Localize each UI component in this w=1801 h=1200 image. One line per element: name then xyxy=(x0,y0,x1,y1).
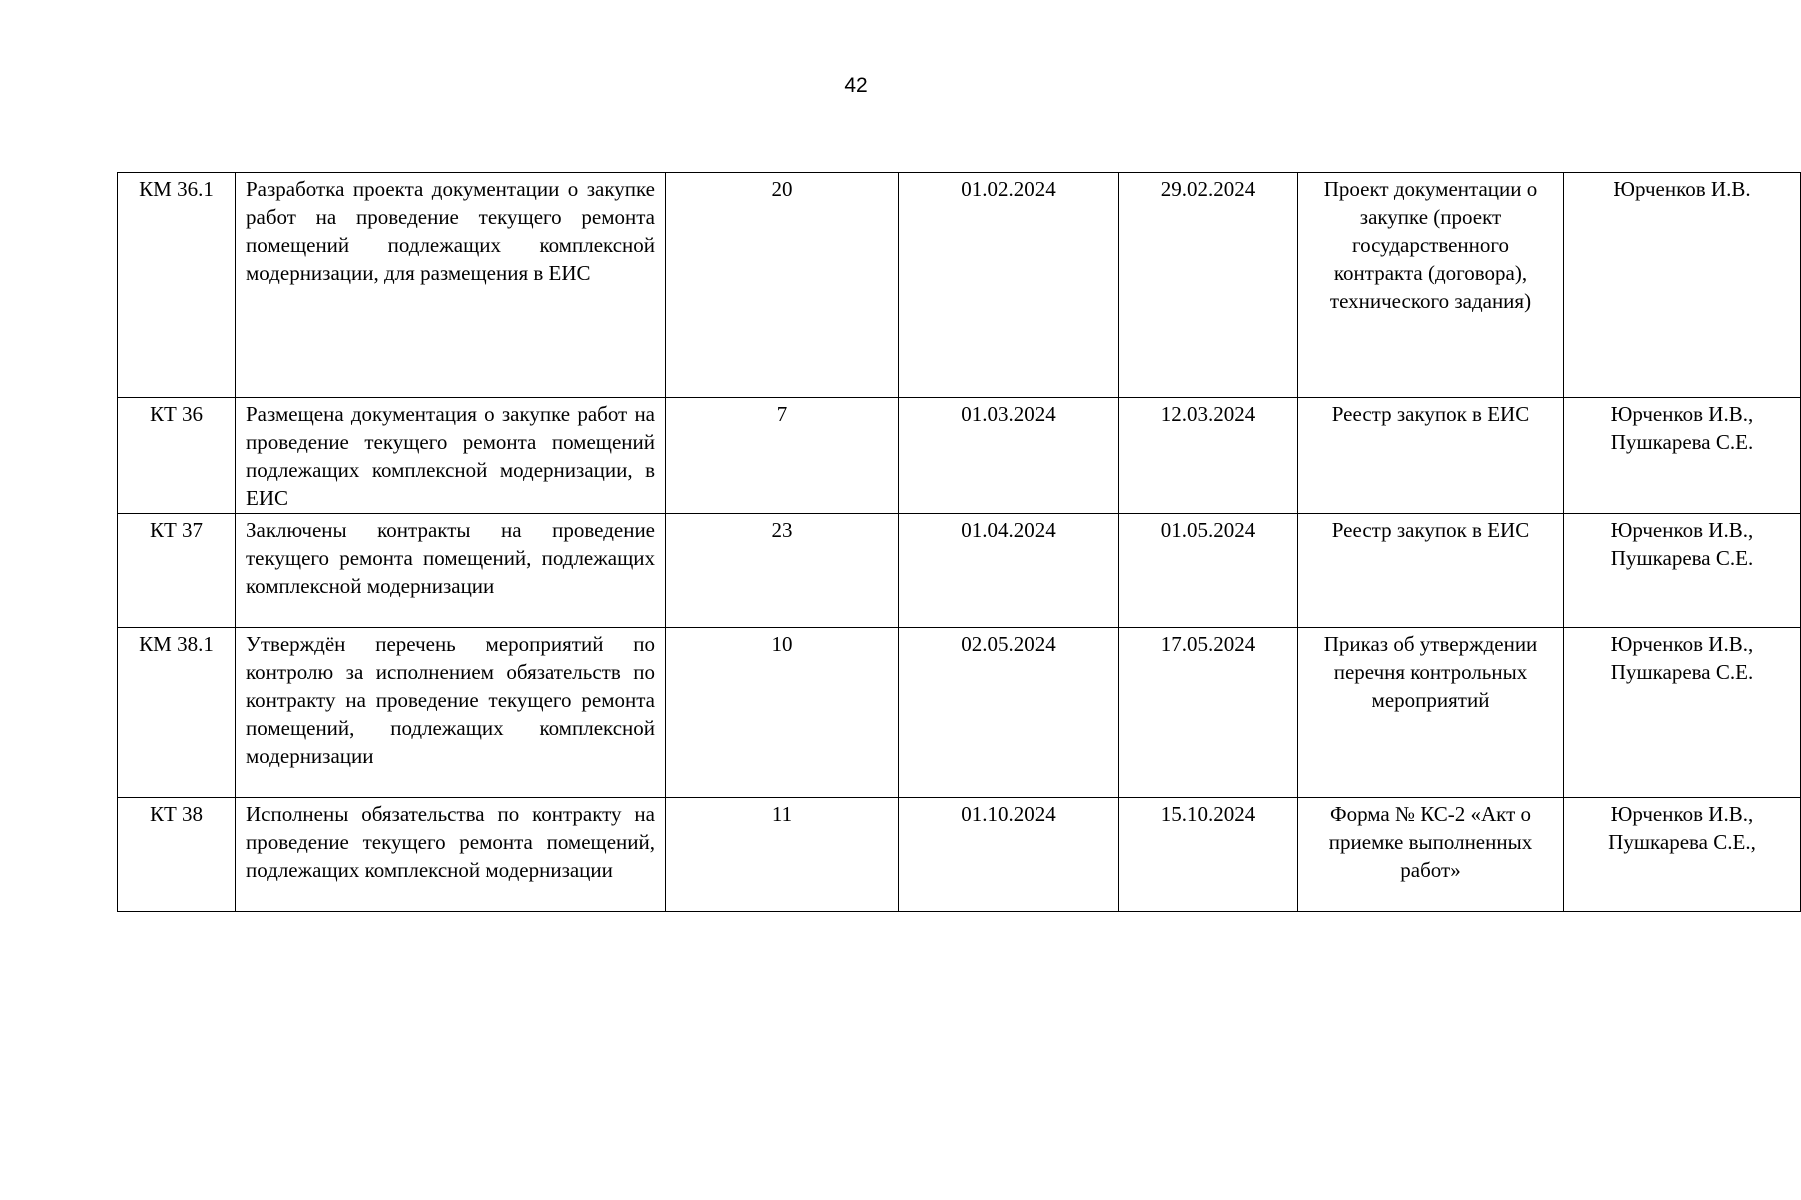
responsible-cell: Юрченков И.В., Пушкарева С.Е. xyxy=(1564,628,1801,798)
responsible-cell: Юрченков И.В., Пушкарева С.Е. xyxy=(1564,514,1801,628)
duration-cell: 7 xyxy=(666,398,899,514)
duration-cell: 10 xyxy=(666,628,899,798)
start-date-cell: 01.03.2024 xyxy=(899,398,1119,514)
table-row xyxy=(118,514,1801,628)
start-date-cell: 01.02.2024 xyxy=(899,173,1119,398)
start-date-cell: 02.05.2024 xyxy=(899,628,1119,798)
milestone-code-cell: КТ 36 xyxy=(118,398,236,514)
plan-table xyxy=(117,172,1801,912)
start-date-cell: 01.04.2024 xyxy=(899,514,1119,628)
milestone-name-cell: Утверждён перечень мероприятий по контролю за исполнением обязательств по контракту на проведение текущего ремонта помещений, подлежащих комплексной модернизации xyxy=(236,628,666,798)
document-cell: Реестр закупок в ЕИС xyxy=(1298,514,1564,628)
milestone-code-cell: КТ 38 xyxy=(118,798,236,912)
table-row xyxy=(118,398,1801,514)
table-row xyxy=(118,798,1801,912)
milestone-code-cell: КМ 38.1 xyxy=(118,628,236,798)
end-date-cell: 15.10.2024 xyxy=(1119,798,1298,912)
milestone-name-cell: Заключены контракты на проведение текущего ремонта помещений, подлежащих комплексной модернизации xyxy=(236,514,666,628)
milestone-code-cell: КМ 36.1 xyxy=(118,173,236,398)
duration-cell: 23 xyxy=(666,514,899,628)
milestone-name-cell: Размещена документация о закупке работ на проведение текущего ремонта помещений подлежащих комплексной модернизации, в ЕИС xyxy=(236,398,666,514)
end-date-cell: 17.05.2024 xyxy=(1119,628,1298,798)
end-date-cell: 12.03.2024 xyxy=(1119,398,1298,514)
duration-cell: 11 xyxy=(666,798,899,912)
duration-cell: 20 xyxy=(666,173,899,398)
start-date-cell: 01.10.2024 xyxy=(899,798,1119,912)
document-cell: Приказ об утверждении перечня контрольных мероприятий xyxy=(1298,628,1564,798)
document-cell: Проект документации о закупке (проект государственного контракта (договора), технического задания) xyxy=(1298,173,1564,398)
milestone-name-cell: Исполнены обязательства по контракту на проведение текущего ремонта помещений, подлежащих комплексной модернизации xyxy=(236,798,666,912)
document-cell: Реестр закупок в ЕИС xyxy=(1298,398,1564,514)
table-row xyxy=(118,628,1801,798)
end-date-cell: 29.02.2024 xyxy=(1119,173,1298,398)
end-date-cell: 01.05.2024 xyxy=(1119,514,1298,628)
responsible-cell: Юрченков И.В., Пушкарева С.Е. xyxy=(1564,398,1801,514)
responsible-cell: Юрченков И.В., Пушкарева С.Е., xyxy=(1564,798,1801,912)
document-cell: Форма № КС-2 «Акт о приемке выполненных работ» xyxy=(1298,798,1564,912)
table-row xyxy=(118,173,1801,398)
page-number: 42 xyxy=(844,74,868,97)
responsible-cell: Юрченков И.В. xyxy=(1564,173,1801,398)
milestone-name-cell: Разработка проекта документации о закупке работ на проведение текущего ремонта помещений подлежащих комплексной модернизации, для размещения в ЕИС xyxy=(236,173,666,398)
milestone-code-cell: КТ 37 xyxy=(118,514,236,628)
